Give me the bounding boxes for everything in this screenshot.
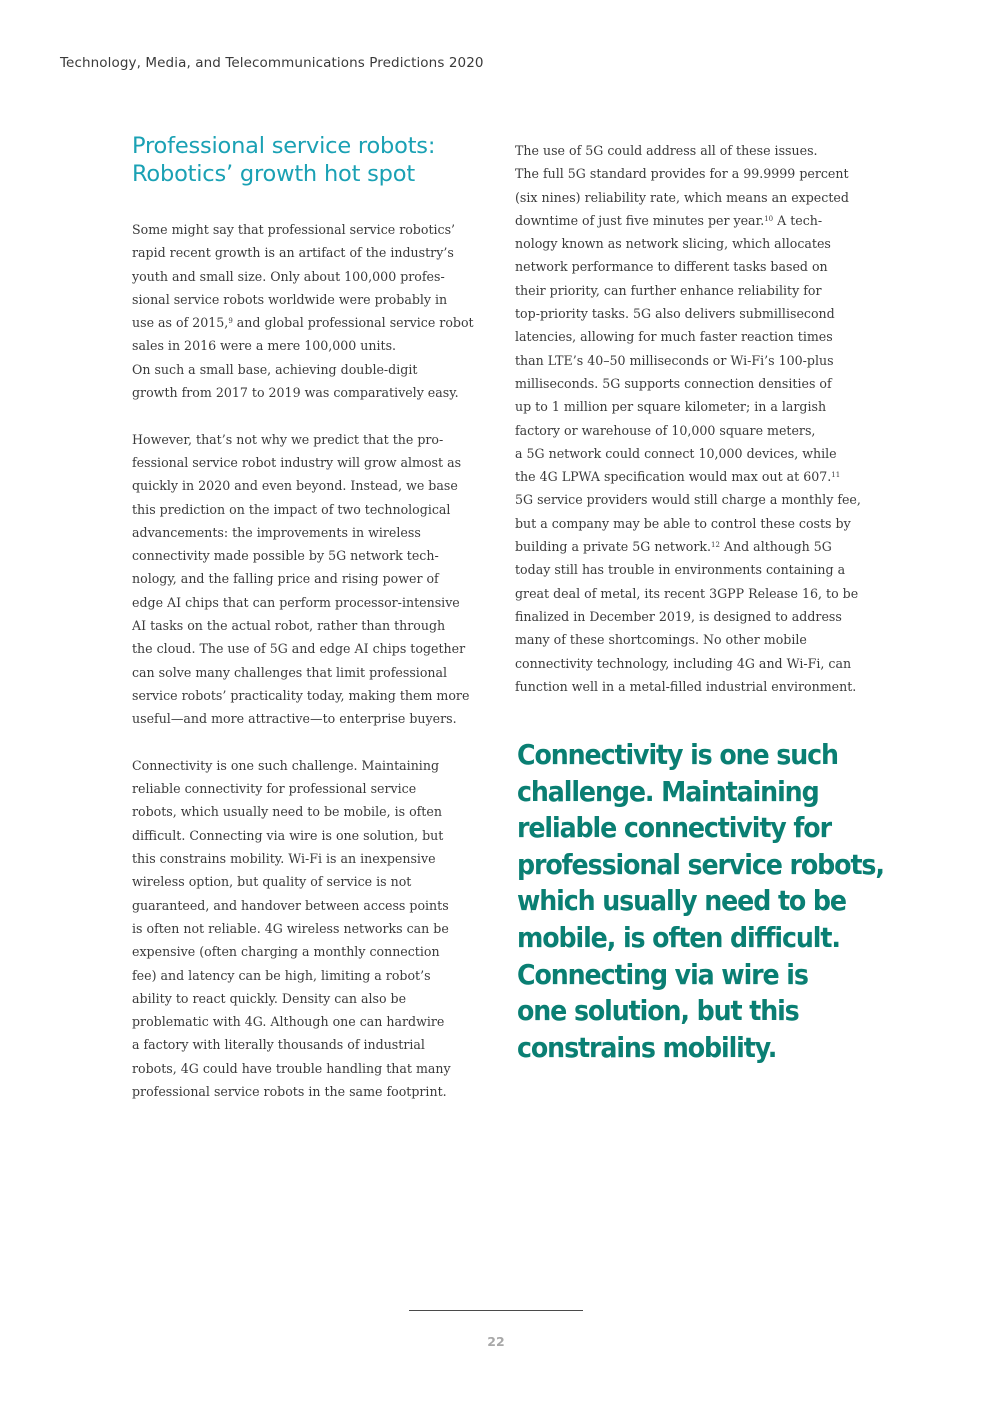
text-line: the cloud. The use of 5G and edge AI chips together bbox=[132, 641, 466, 657]
body-paragraph-2 bbox=[132, 428, 477, 731]
text-line: The full 5G standard provides for a 99.9999 percent bbox=[515, 166, 849, 182]
pull-quote-line: one solution, but this bbox=[517, 995, 799, 1028]
text-line: function well in a metal-filled industrial environment. bbox=[515, 678, 857, 694]
text-line: a 5G network could connect 10,000 devices, while bbox=[515, 445, 837, 461]
section-title-line: Robotics’ growth hot spot bbox=[132, 161, 415, 187]
text-line: guaranteed, and handover between access points bbox=[132, 897, 449, 913]
text-line: ability to react quickly. Density can also be bbox=[132, 990, 407, 1006]
text-line: 5G service providers would still charge a monthly fee, bbox=[515, 492, 861, 508]
section-title-line: Professional service robots: bbox=[132, 133, 436, 159]
pull-quote-line: challenge. Maintaining bbox=[517, 775, 819, 808]
left-column bbox=[132, 132, 477, 1103]
text-line: However, that’s not why we predict that the pro- bbox=[132, 431, 444, 447]
body-paragraph-4 bbox=[515, 139, 867, 698]
pull-quote-line: mobile, is often difficult. bbox=[517, 921, 840, 954]
text-line: finalized in December 2019, is designed to address bbox=[515, 608, 842, 624]
text-line: great deal of metal, its recent 3GPP Release 16, to be bbox=[515, 585, 859, 601]
text-line: this prediction on the impact of two technological bbox=[132, 501, 451, 517]
text-line: can solve many challenges that limit professional bbox=[132, 664, 448, 680]
text-line: expensive (often charging a monthly connection bbox=[132, 944, 440, 960]
text-fragment: downtime of just five minutes per year. bbox=[515, 212, 765, 228]
text-line: their priority, can further enhance reliability for bbox=[515, 282, 822, 298]
footnote-ref-9[interactable]: 9 bbox=[228, 317, 233, 326]
running-header: Technology, Media, and Telecommunications Predictions 2020 bbox=[60, 55, 484, 71]
text-line: a factory with literally thousands of industrial bbox=[132, 1037, 425, 1053]
text-line: Some might say that professional service robotics’ bbox=[132, 222, 456, 237]
text-line: up to 1 million per square kilometer; in a largish bbox=[515, 399, 827, 415]
text-fragment: use as of 2015, bbox=[132, 315, 229, 331]
text-line: The use of 5G could address all of these issues. bbox=[515, 143, 818, 158]
text-line: reliable connectivity for professional service bbox=[132, 781, 417, 797]
text-line: fee) and latency can be high, limiting a robot’s bbox=[132, 967, 431, 983]
right-column bbox=[515, 139, 867, 698]
text-line bbox=[515, 535, 867, 558]
text-line: youth and small size. Only about 100,000 profes- bbox=[132, 268, 445, 284]
body-paragraph-1 bbox=[132, 218, 477, 404]
text-line: problematic with 4G. Although one can hardwire bbox=[132, 1014, 445, 1030]
footnote-ref-12[interactable]: 12 bbox=[710, 541, 720, 550]
text-line: On such a small base, achieving double-digit bbox=[132, 361, 418, 377]
text-line: nology, and the falling price and rising power of bbox=[132, 571, 439, 587]
text-line: top-priority tasks. 5G also delivers submillisecond bbox=[515, 306, 835, 322]
text-fragment: and global professional service robot bbox=[232, 315, 474, 331]
footnote-ref-10[interactable]: 10 bbox=[764, 214, 774, 223]
text-line: than LTE’s 40–50 milliseconds or Wi-Fi’s 100-plus bbox=[515, 352, 834, 368]
text-line: sional service robots worldwide were probably in bbox=[132, 291, 448, 307]
text-line: today still has trouble in environments containing a bbox=[515, 562, 846, 578]
text-fragment: the 4G LPWA specification would max out at 607. bbox=[515, 469, 832, 485]
text-line: fessional service robot industry will grow almost as bbox=[132, 454, 462, 470]
text-line: (six nines) reliability rate, which means an expected bbox=[515, 189, 849, 205]
footnote-ref-11[interactable]: 11 bbox=[831, 471, 841, 480]
text-line: network performance to different tasks based on bbox=[515, 259, 828, 275]
text-line: advancements: the improvements in wireless bbox=[132, 524, 421, 540]
text-line bbox=[132, 311, 477, 334]
text-line: milliseconds. 5G supports connection densities of bbox=[515, 375, 832, 391]
text-line: factory or warehouse of 10,000 square meters, bbox=[515, 422, 816, 438]
footer-divider bbox=[409, 1310, 583, 1311]
text-line: quickly in 2020 and even beyond. Instead, we base bbox=[132, 478, 458, 494]
text-line: this constrains mobility. Wi-Fi is an inexpensive bbox=[132, 851, 436, 867]
text-line: is often not reliable. 4G wireless networks can be bbox=[132, 920, 449, 936]
text-fragment: building a private 5G network. bbox=[515, 539, 711, 555]
text-line: connectivity made possible by 5G network tech- bbox=[132, 548, 439, 564]
text-line: growth from 2017 to 2019 was comparatively easy. bbox=[132, 385, 459, 401]
text-line: rapid recent growth is an artifact of the industry’s bbox=[132, 245, 454, 261]
text-line: wireless option, but quality of service is not bbox=[132, 874, 412, 890]
pull-quote-line: professional service robots, bbox=[517, 848, 884, 881]
text-line: robots, 4G could have trouble handling that many bbox=[132, 1060, 451, 1076]
pull-quote bbox=[517, 737, 884, 1066]
text-line: sales in 2016 were a mere 100,000 units. bbox=[132, 338, 397, 354]
pull-quote-line: reliable connectivity for bbox=[517, 812, 831, 845]
text-line: useful—and more attractive—to enterprise buyers. bbox=[132, 711, 457, 727]
pull-quote-line: Connecting via wire is bbox=[517, 958, 808, 991]
text-line: service robots’ practicality today, making them more bbox=[132, 687, 470, 703]
text-line bbox=[515, 209, 867, 232]
text-fragment: And although 5G bbox=[719, 539, 832, 555]
pull-quote-line: constrains mobility. bbox=[517, 1031, 777, 1064]
text-fragment: A tech- bbox=[773, 212, 823, 228]
pull-quote-line: which usually need to be bbox=[517, 885, 846, 918]
text-line: difficult. Connecting via wire is one solution, but bbox=[132, 827, 444, 843]
text-line: Connectivity is one such challenge. Maintaining bbox=[132, 757, 440, 773]
text-line: latencies, allowing for much faster reaction times bbox=[515, 329, 833, 345]
pull-quote-line: Connectivity is one such bbox=[517, 739, 838, 771]
body-paragraph-3 bbox=[132, 754, 477, 1103]
text-line: robots, which usually need to be mobile, is often bbox=[132, 804, 442, 820]
text-line bbox=[515, 465, 867, 488]
text-line: professional service robots in the same footprint. bbox=[132, 1083, 447, 1099]
text-line: edge AI chips that can perform processor-intensive bbox=[132, 594, 460, 610]
text-line: connectivity technology, including 4G and Wi-Fi, can bbox=[515, 655, 852, 671]
text-line: many of these shortcomings. No other mobile bbox=[515, 632, 807, 648]
section-title bbox=[132, 132, 477, 188]
text-line: AI tasks on the actual robot, rather than through bbox=[132, 618, 446, 634]
page-number: 22 bbox=[487, 1334, 505, 1349]
text-line: but a company may be able to control these costs by bbox=[515, 515, 851, 531]
text-line: nology known as network slicing, which allocates bbox=[515, 236, 831, 252]
